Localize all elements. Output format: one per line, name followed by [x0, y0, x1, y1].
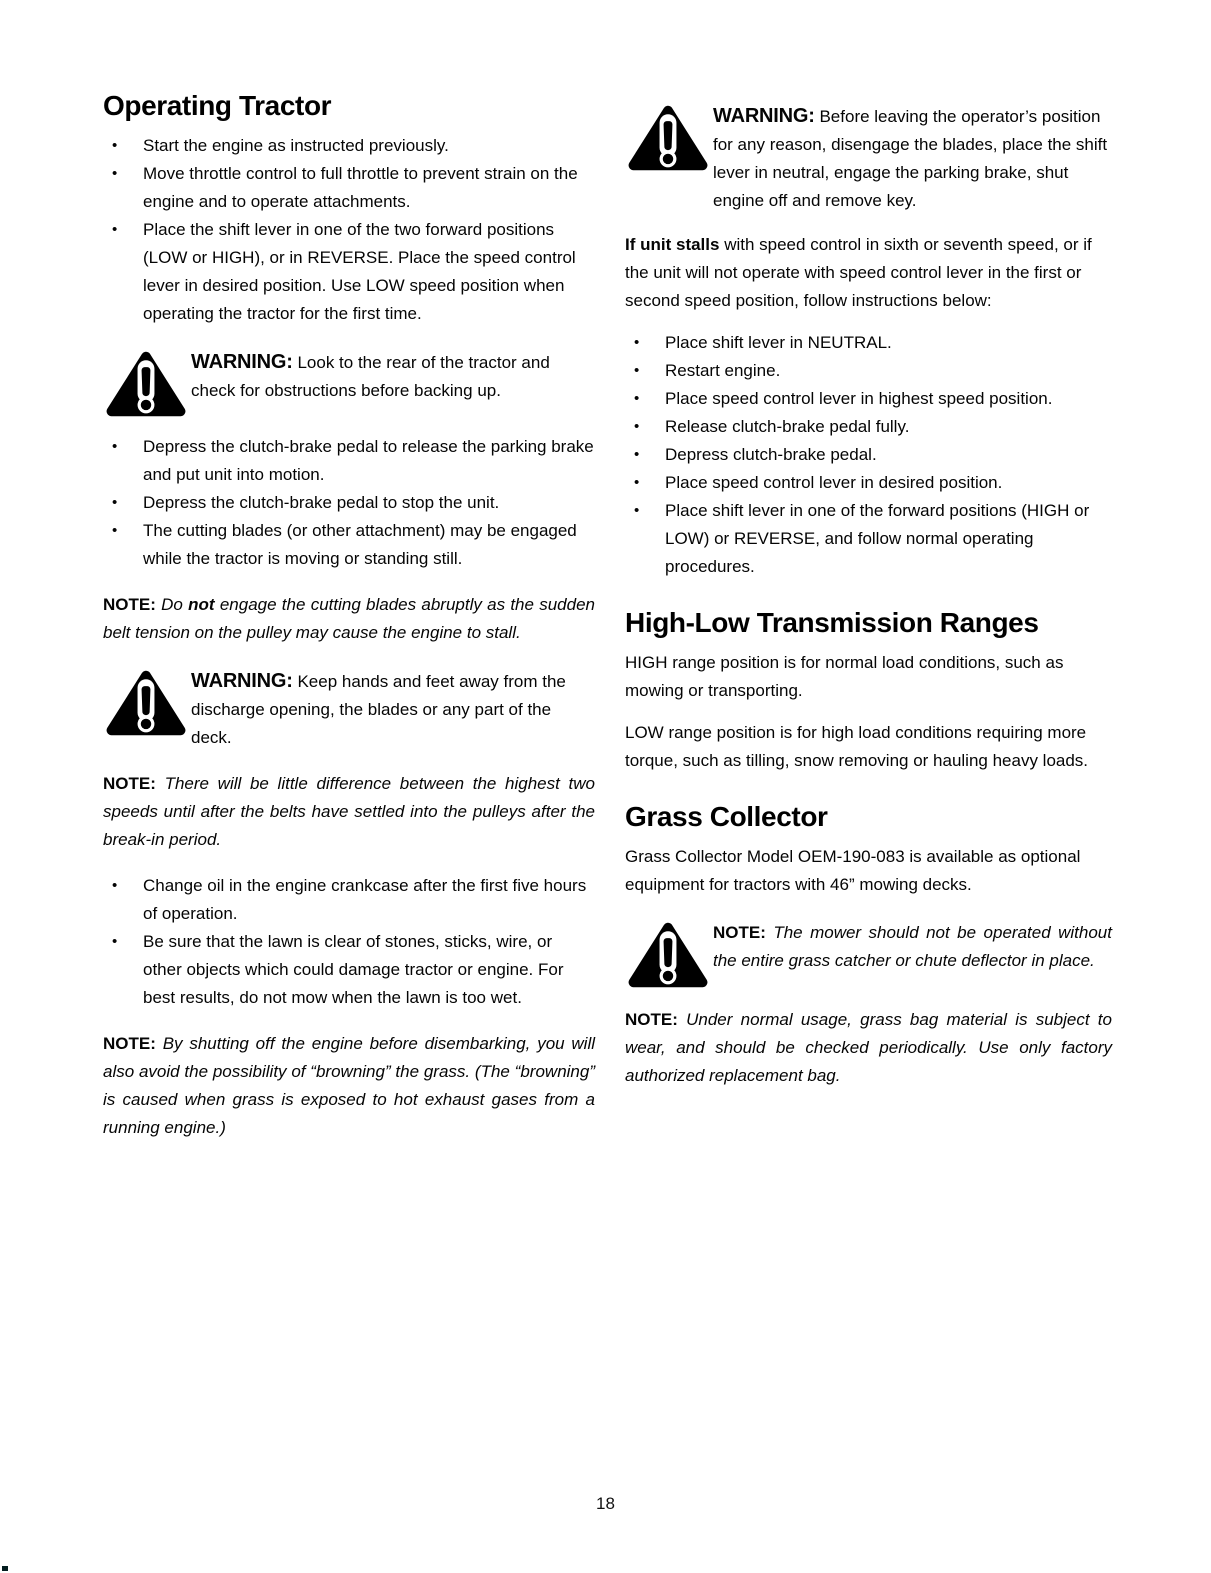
warning-text: Look to the rear of the tractor and check for obstructions before backing up. [191, 353, 550, 400]
list-item [625, 329, 1112, 357]
right-column [625, 102, 1112, 1108]
bullet-icon: • [634, 334, 640, 351]
section-heading-operating-tractor: Operating Tractor [103, 90, 332, 121]
note-browning [103, 1030, 595, 1142]
scan-artifact-dot [2, 1566, 8, 1571]
bullet-icon: • [634, 474, 640, 491]
warning-text: Before leaving the operator’s position for any reason, disengage the blades, place the shift lever in neutral, engage the parking brake, shut engine off and remove key. [713, 107, 1108, 210]
warning-text-block [189, 348, 595, 405]
note-text-post: engage the cutting blades abruptly as the sudden belt tension on the pulley may cause the engine to stall. [103, 595, 595, 642]
section-heading-transmission-ranges: High-Low Transmission Ranges [625, 607, 1039, 638]
list-item [103, 928, 595, 1012]
warning-box-leaving-position [625, 102, 1112, 215]
page-number: 18 [596, 1494, 615, 1513]
bullet-icon: • [112, 494, 118, 511]
warning-label: WARNING: [713, 105, 815, 127]
warning-triangle-icon [103, 351, 189, 417]
list-item [103, 489, 595, 517]
warning-box-discharge [103, 667, 595, 752]
bullet-icon: • [112, 438, 118, 455]
list-item [625, 385, 1112, 413]
list-item [103, 517, 595, 573]
note-text [103, 595, 595, 642]
list-item-text: Place the shift lever in one of the two forward positions (LOW or HIGH), or in REVERSE. Place the speed control lever in desired position. Use LOW speed position when operating the tractor for the first time. [143, 220, 576, 323]
note-label: NOTE: [625, 1010, 678, 1029]
left-column [103, 90, 595, 1160]
note-label: NOTE: [713, 923, 766, 942]
list-item [103, 433, 595, 489]
bullet-icon: • [112, 522, 118, 539]
list-item-text: Restart engine. [665, 361, 781, 380]
note-text: The mower should not be operated without the entire grass catcher or chute deflector in place. [713, 923, 1112, 970]
note-text: There will be little difference between the highest two speeds until after the belts have settled into the pulleys after the break-in period. [103, 774, 595, 849]
list-item [625, 497, 1112, 581]
bullet-icon: • [634, 418, 640, 435]
list-item [103, 872, 595, 928]
warning-text: Keep hands and feet away from the discharge opening, the blades or any part of the deck. [191, 672, 566, 747]
bullet-icon: • [112, 221, 118, 238]
bullet-icon: • [634, 446, 640, 463]
note-label: NOTE: [103, 774, 156, 793]
list-item-text: Move throttle control to full throttle to prevent strain on the engine and to operate attachments. [143, 164, 578, 211]
list-item-text: Change oil in the engine crankcase after the first five hours of operation. [143, 876, 587, 923]
list-item-text: Release clutch-brake pedal fully. [665, 417, 910, 436]
note-text: By shutting off the engine before disembarking, you will also avoid the possibility of “browning” the grass. (The “browning” is caused when grass is exposed to hot exhaust gases from a running engine.) [103, 1034, 595, 1137]
section-heading-grass-collector: Grass Collector [625, 801, 828, 832]
bullet-icon: • [112, 877, 118, 894]
bullet-list-maintenance [103, 872, 595, 1012]
list-item-text: The cutting blades (or other attachment) may be engaged while the tractor is moving or standing still. [143, 521, 577, 568]
note-text-block [711, 919, 1112, 975]
list-item [103, 216, 595, 328]
list-item-text: Place speed control lever in desired position. [665, 473, 1003, 492]
warning-label: WARNING: [191, 670, 293, 692]
list-item-text: Depress the clutch-brake pedal to stop the unit. [143, 493, 500, 512]
note-text-bold: not [188, 595, 215, 614]
warning-box-backing-up [103, 348, 595, 417]
paragraph-low-range: LOW range position is for high load conditions requiring more torque, such as tilling, snow removing or hauling heavy loads. [625, 723, 1089, 770]
note-speed-difference [103, 770, 595, 854]
bullet-list-stall-recovery [625, 329, 1112, 581]
note-label: NOTE: [103, 595, 156, 614]
list-item-text: Place speed control lever in highest speed position. [665, 389, 1053, 408]
list-item [625, 357, 1112, 385]
bullet-list-operating [103, 132, 595, 328]
paragraph-grass-collector: Grass Collector Model OEM-190-083 is available as optional equipment for tractors with 46” mowing decks. [625, 847, 1081, 894]
bullet-icon: • [634, 390, 640, 407]
warning-label: WARNING: [191, 351, 293, 373]
paragraph-if-unit-stalls [625, 231, 1112, 315]
list-item [625, 469, 1112, 497]
list-item-text: Be sure that the lawn is clear of stones, sticks, wire, or other objects which could damage tractor or engine. For best results, do not mow when the lawn is too wet. [143, 932, 564, 1007]
bullet-icon: • [634, 502, 640, 519]
note-label: NOTE: [103, 1034, 156, 1053]
note-grass-bag-wear [625, 1006, 1112, 1090]
list-item [103, 160, 595, 216]
note-blades-abruptly [103, 591, 595, 647]
note-box-grass-catcher [625, 919, 1112, 988]
list-item [625, 441, 1112, 469]
warning-text-block [711, 102, 1112, 215]
note-text-pre: Do [161, 595, 189, 614]
warning-triangle-icon [103, 670, 189, 736]
list-item-text: Place shift lever in one of the forward positions (HIGH or LOW) or REVERSE, and follow normal operating procedures. [665, 501, 1090, 576]
list-item [103, 132, 595, 160]
bullet-icon: • [634, 362, 640, 379]
if-unit-stalls-bold: If unit stalls [625, 235, 720, 254]
warning-text-block [189, 667, 595, 752]
bullet-list-pedals [103, 433, 595, 573]
paragraph-high-range: HIGH range position is for normal load conditions, such as mowing or transporting. [625, 653, 1064, 700]
note-text: Under normal usage, grass bag material is subject to wear, and should be checked periodically. Use only factory authorized replacement bag. [625, 1010, 1112, 1085]
list-item-text: Depress clutch-brake pedal. [665, 445, 877, 464]
warning-triangle-icon [625, 105, 711, 171]
bullet-icon: • [112, 933, 118, 950]
bullet-icon: • [112, 137, 118, 154]
bullet-icon: • [112, 165, 118, 182]
warning-triangle-icon [625, 922, 711, 988]
list-item-text: Depress the clutch-brake pedal to release the parking brake and put unit into motion. [143, 437, 594, 484]
list-item-text: Start the engine as instructed previously. [143, 136, 449, 155]
list-item-text: Place shift lever in NEUTRAL. [665, 333, 892, 352]
if-unit-stalls-text: with speed control in sixth or seventh speed, or if the unit will not operate with speed control lever in the first or second speed position, follow instructions below: [625, 235, 1092, 310]
list-item [625, 413, 1112, 441]
